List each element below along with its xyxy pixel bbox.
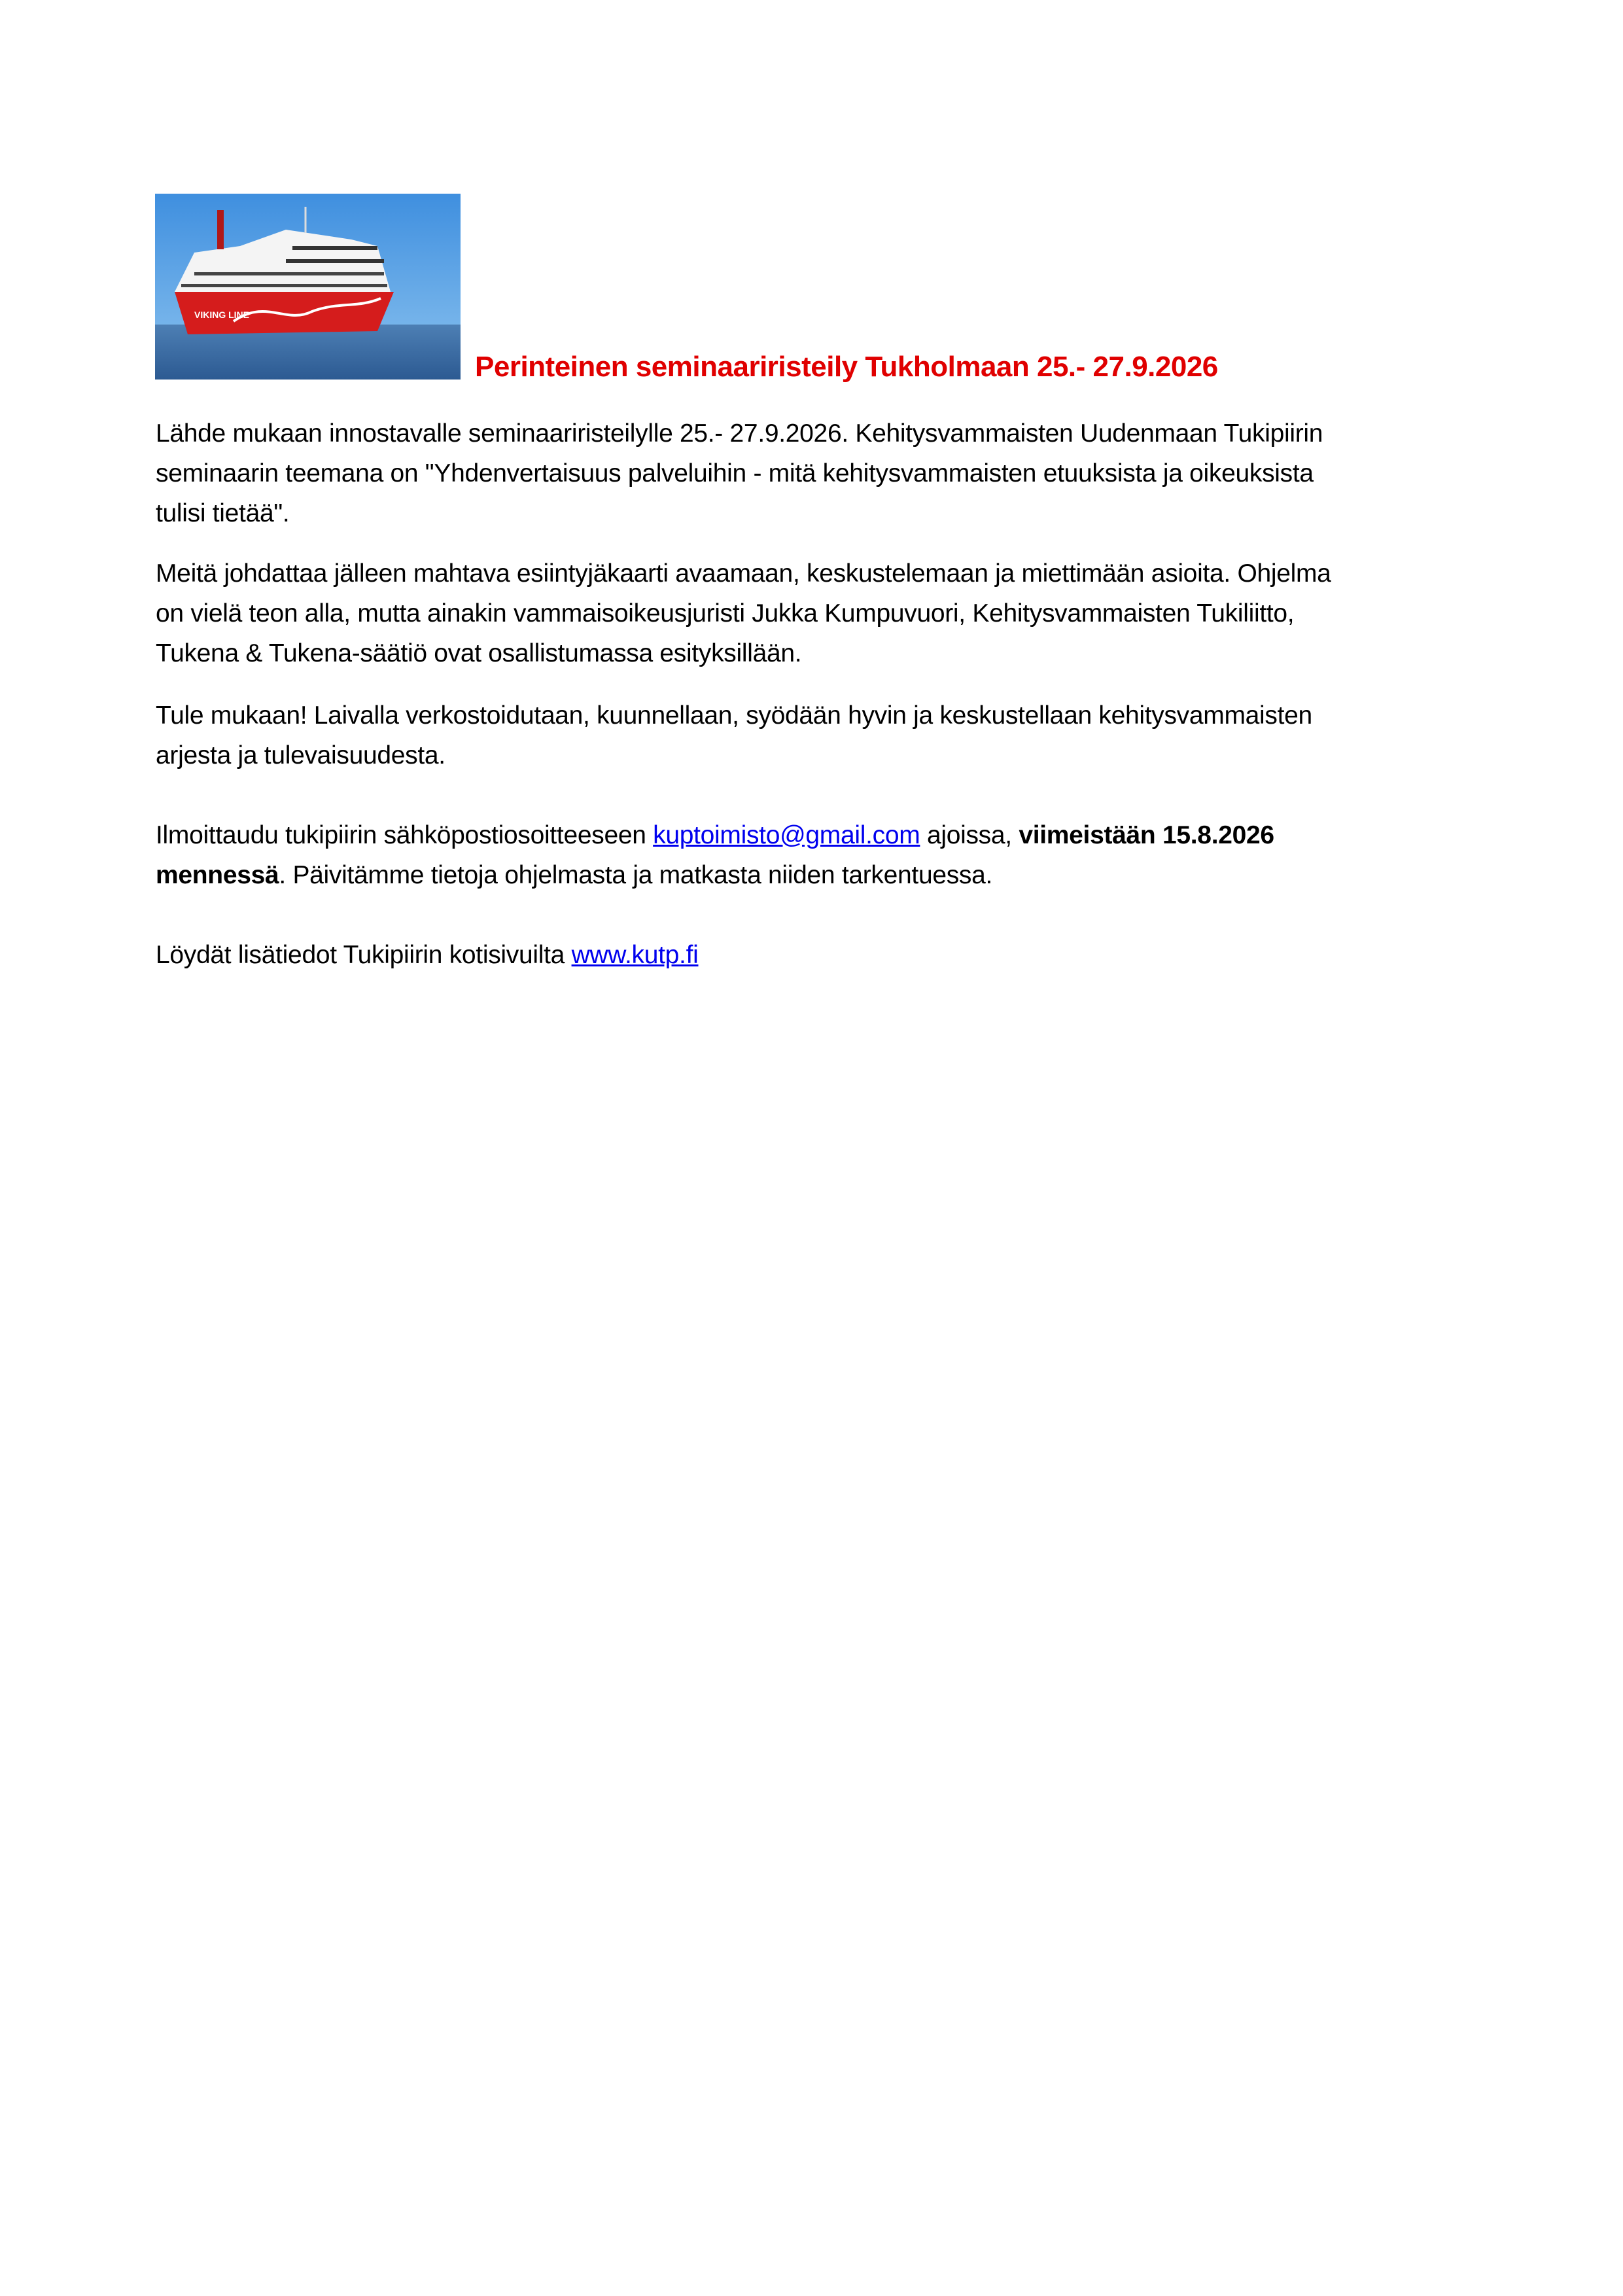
registration-text: ajoissa,: [920, 821, 1019, 849]
registration-text: . Päivitämme tietoja ohjelmasta ja matkasta niiden tarkentuessa.: [279, 861, 993, 889]
speakers-paragraph: [156, 554, 1331, 673]
document-title: Perinteinen seminaariristeily Tukholmaan 25.- 27.9.2026: [475, 351, 1218, 383]
invitation-paragraph: [156, 696, 1312, 775]
intro-paragraph: [156, 414, 1323, 533]
registration-text: Ilmoittaudu tukipiirin sähköpostiosoitteeseen: [156, 821, 654, 849]
text-line: [156, 815, 1274, 855]
text-line: tulisi tietää".: [156, 499, 290, 527]
text-line: [156, 935, 699, 975]
website-link[interactable]: www.kutp.fi: [571, 941, 699, 969]
deadline-text: viimeistään 15.8.2026: [1019, 821, 1274, 849]
registration-paragraph: [156, 815, 1274, 895]
text-line: Lähde mukaan innostavalle seminaariristeilylle 25.- 27.9.2026. Kehitysvammaisten Uudenmaan Tukipiirin: [156, 419, 1323, 448]
website-text: Löydät lisätiedot Tukipiirin kotisivuilta: [156, 941, 572, 969]
text-line: Tule mukaan! Laivalla verkostoidutaan, kuunnellaan, syödään hyvin ja keskustellaan kehitysvammaisten: [156, 701, 1312, 730]
email-link[interactable]: kuptoimisto@gmail.com: [653, 821, 920, 849]
text-line: on vielä teon alla, mutta ainakin vammaisoikeusjuristi Jukka Kumpuvuori, Kehitysvammaisten Tukiliitto,: [156, 599, 1295, 627]
text-line: Meitä johdattaa jälleen mahtava esiintyjäkaarti avaamaan, keskustelemaan ja miettimään asioita. Ohjelma: [156, 559, 1331, 588]
text-line: Tukena & Tukena-säätiö ovat osallistumassa esityksillään.: [156, 639, 802, 667]
text-line: [156, 855, 1274, 895]
ship-logo: VIKING LINE: [194, 309, 250, 320]
deadline-text: mennessä: [156, 861, 279, 889]
website-paragraph: [156, 935, 699, 975]
text-line: arjesta ja tulevaisuudesta.: [156, 741, 445, 769]
text-line: seminaarin teemana on "Yhdenvertaisuus palveluihin - mitä kehitysvammaisten etuuksista ja oikeuksista: [156, 459, 1314, 487]
cruise-ship-image: [155, 194, 461, 380]
